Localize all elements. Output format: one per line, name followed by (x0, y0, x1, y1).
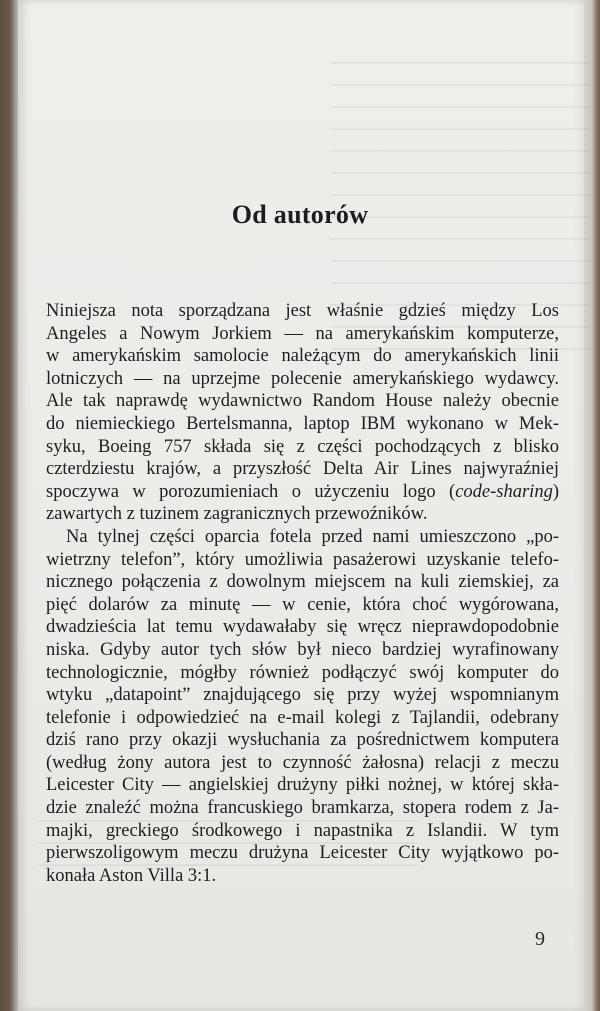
chapter-heading: Od autorów (231, 200, 369, 229)
text-line: Niniejsza nota sporządzana jest właśnie gdzieś między Los (46, 301, 559, 321)
text-line: lotniczych — na uprzejme polecenie amerykańskiego wydawcy. (46, 368, 559, 389)
text-line: niska. Gdyby autor tych słów był nieco bardziej wyrafinowany (46, 639, 559, 660)
body-text (46, 300, 559, 887)
paragraph-1 (46, 300, 559, 526)
text-line: Leicester City — angielskiej drużyny piłki nożnej, w której skła- (46, 775, 559, 796)
text-line: Na tylnej części oparcia fotela przed nami umieszczono „po- (66, 526, 559, 547)
text-line: pięć dolarów za minutę — w cenie, która choć wygórowana, (46, 594, 559, 615)
text-line: majki, greckiego środkowego i napastnika z Islandii. W tym (46, 820, 559, 841)
text-line: telefonie i odpowiedzieć na e-mail kolegi z Tajlandii, odebrany (46, 707, 559, 728)
text-line: Ale tak naprawdę wydawnictwo Random House należy obecnie (46, 391, 559, 412)
page-number: 9 (535, 928, 545, 950)
text-line: wtyku „datapoint” znajdującego się przy wyżej wspomnianym (46, 685, 559, 706)
text-line: Angeles a Nowym Jorkiem — na amerykańskim komputerze, (46, 323, 559, 344)
italic-term: code-sharing (455, 481, 553, 502)
text-line: dziś rano przy okazji wysłuchania za pośrednictwem komputera (46, 730, 559, 751)
text-line: technologicznie, mógłby również podłączyć swój komputer do (46, 662, 559, 683)
text-line: zawartych z tuzinem zagranicznych przewoźników. (46, 504, 428, 525)
text-line: dzie znaleźć można francuskiego bramkarza, stopera rodem z Ja- (46, 798, 559, 819)
text-line: konała Aston Villa 3:1. (46, 865, 217, 886)
text-line: (według żony autora jest to czynność żałosna) relacji z meczu (46, 752, 559, 773)
text-line: dwadzieścia lat temu wydawałaby się wręcz nieprawdopodobnie (46, 617, 559, 638)
text-line: czterdziestu krajów, a przyszłość Delta Air Lines najwyraźniej (46, 459, 559, 480)
text-line: syku, Boeing 757 składa się z części pochodzących z blisko (46, 436, 559, 457)
text-line: wietrzny telefon”, który umożliwia pasażerowi uzyskanie telefo- (46, 549, 559, 570)
text-line: nicznego połączenia z dowolnym miejscem na kuli ziemskiej, za (46, 572, 559, 593)
text-line: do niemieckiego Bertelsmanna, laptop IBM wykonano w Mek- (46, 413, 559, 434)
text-line: spoczywa w porozumieniach o użyczeniu logo (code-sharing) (46, 481, 559, 502)
text-line: w amerykańskim samolocie należącym do amerykańskich linii (46, 346, 559, 367)
paragraph-2 (46, 526, 559, 888)
text-line: pierwszoligowym meczu drużyna Leicester City wyjątkowo po- (46, 843, 559, 864)
